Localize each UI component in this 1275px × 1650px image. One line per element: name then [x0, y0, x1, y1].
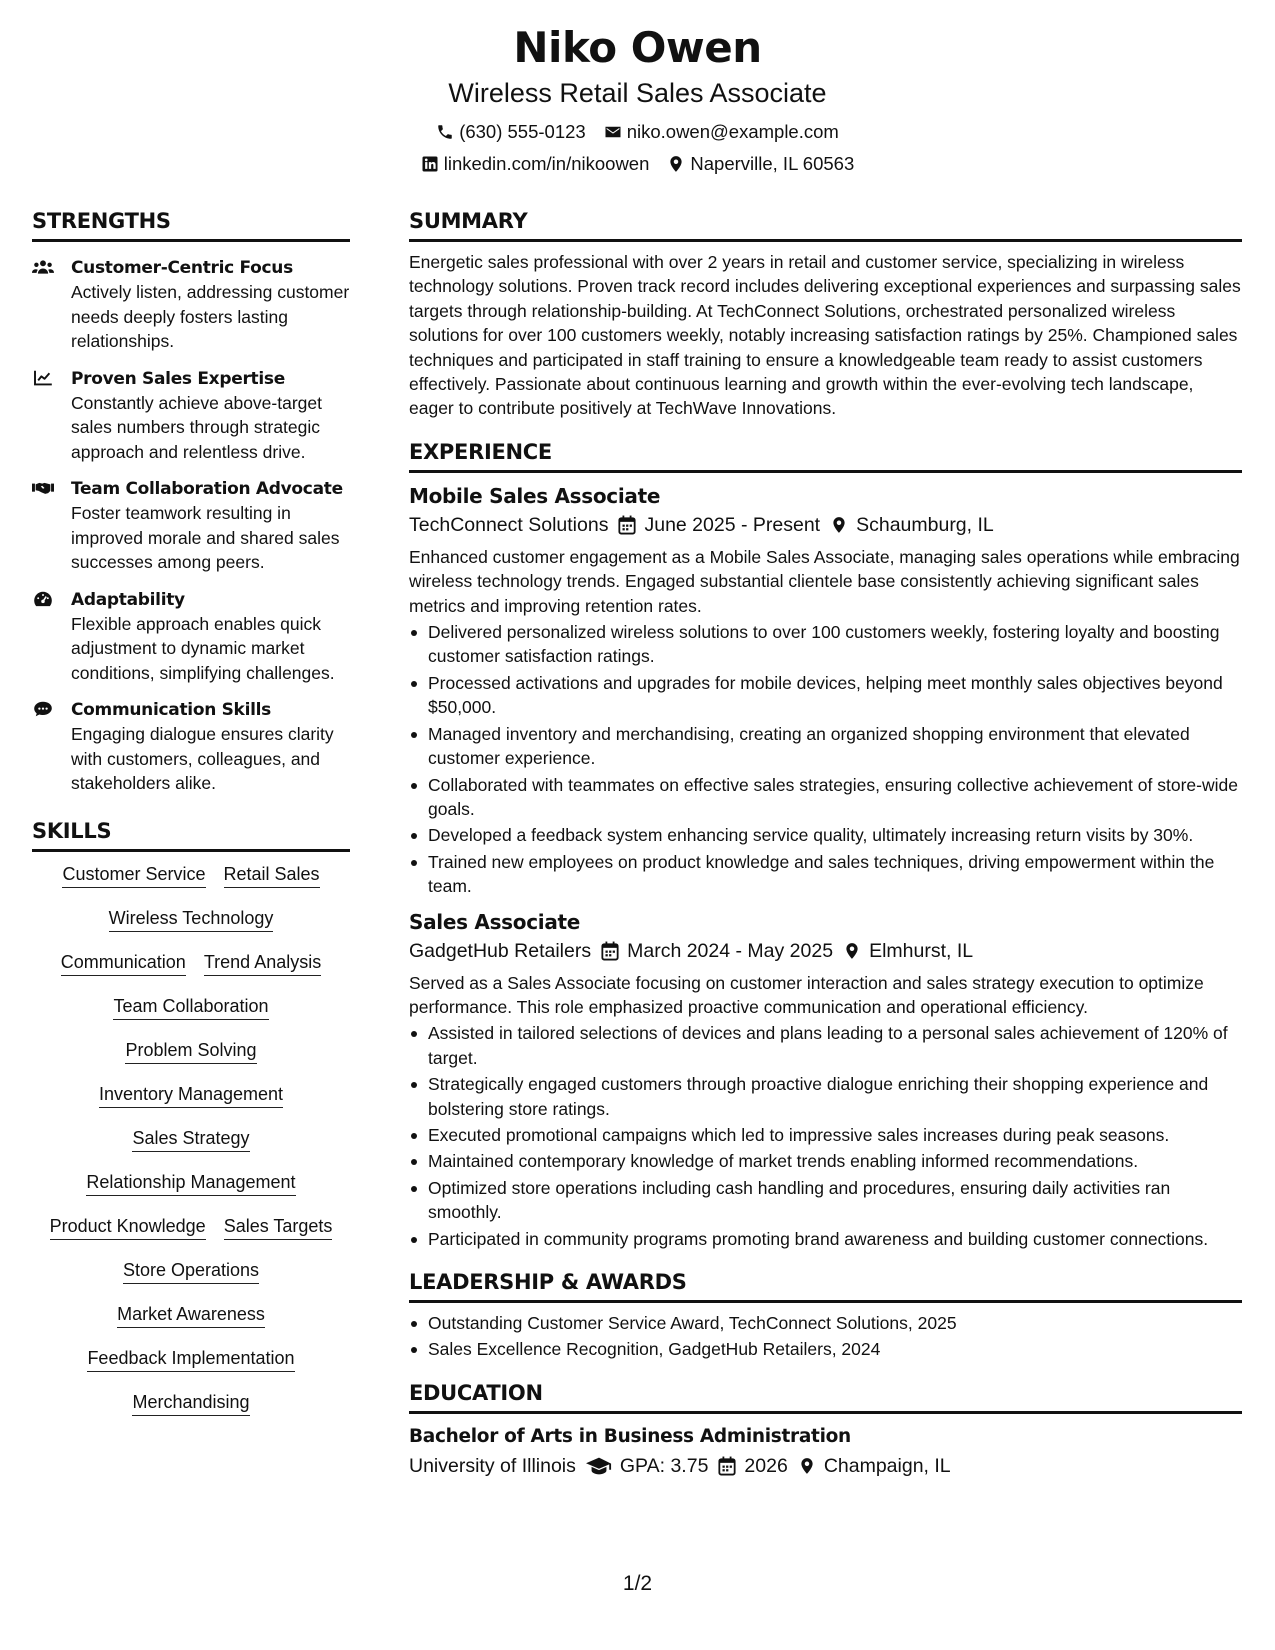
- job-bullets: [409, 1021, 1242, 1251]
- education-location: Champaign, IL: [823, 1454, 951, 1477]
- skill-row: [32, 1038, 350, 1064]
- job-bullet: Optimized store operations including cash handling and procedures, ensuring daily activities ran smoothly.: [409, 1176, 1242, 1225]
- map-pin-icon: [798, 1456, 816, 1476]
- page-number: 1/2: [622, 1572, 653, 1595]
- candidate-name: Niko Owen: [513, 23, 762, 72]
- contact-row-2: [0, 152, 1275, 176]
- skill-tag: Relationship Management: [86, 1170, 295, 1196]
- job-entry: [409, 483, 1242, 899]
- experience-heading: EXPERIENCE: [409, 439, 1242, 473]
- resume-header: [0, 22, 1275, 176]
- skills-list: [32, 862, 350, 1416]
- job-bullet: Executed promotional campaigns which led to impressive sales increases during peak seasons.: [409, 1123, 1242, 1147]
- job-dates: March 2024 - May 2025: [627, 939, 834, 962]
- skill-tag: Communication: [61, 950, 186, 976]
- skill-tag: Merchandising: [132, 1390, 249, 1416]
- skill-tag: Feedback Implementation: [87, 1346, 294, 1372]
- strength-desc: Actively listen, addressing customer needs deeply fosters lasting relationships.: [71, 282, 350, 351]
- job-bullet: Managed inventory and merchandising, creating an organized shopping environment that elevated customer experience.: [409, 722, 1242, 771]
- skill-row: [32, 994, 350, 1020]
- strength-item: [32, 588, 350, 686]
- skill-row: [32, 950, 350, 976]
- strength-desc: Flexible approach enables quick adjustment to dynamic market conditions, simplifying challenges.: [71, 613, 335, 683]
- job-bullet: Participated in community programs promoting brand awareness and building customer connections.: [409, 1227, 1242, 1251]
- job-description: Enhanced customer engagement as a Mobile Sales Associate, managing sales operations while embracing wireless technology trends. Engaged substantial clientele base consistently achieving significant sales metrics and improving retention rates.: [409, 546, 1240, 616]
- job-company: TechConnect Solutions: [409, 513, 609, 536]
- job-meta: [409, 511, 1242, 539]
- strength-item: [32, 477, 350, 575]
- skill-row: [32, 862, 350, 888]
- skill-tag: Team Collaboration: [113, 994, 268, 1020]
- job-bullet: Delivered personalized wireless solutions to over 100 customers weekly, fostering loyalty and boosting customer satisfaction ratings.: [409, 620, 1242, 669]
- education-gpa: GPA: 3.75: [619, 1454, 709, 1477]
- left-column: [32, 208, 350, 1416]
- linkedin-icon: [421, 155, 439, 173]
- email-text[interactable]: niko.owen@example.com: [626, 121, 839, 142]
- map-pin-icon: [667, 155, 685, 173]
- education-degree: Bachelor of Arts in Business Administration: [409, 1425, 851, 1447]
- skill-row: [32, 1170, 350, 1196]
- job-dates: June 2025 - Present: [644, 513, 821, 536]
- leadership-heading: LEADERSHIP & AWARDS: [409, 1269, 1242, 1303]
- skill-tag: Product Knowledge: [50, 1214, 206, 1240]
- map-pin-icon: [843, 941, 861, 961]
- skill-row: [32, 1214, 350, 1240]
- skill-row: [32, 906, 350, 932]
- job-bullet: Collaborated with teammates on effective sales strategies, ensuring collective achievement of store-wide goals.: [409, 773, 1242, 822]
- strength-desc: Constantly achieve above-target sales numbers through strategic approach and relentless drive.: [71, 392, 322, 462]
- strength-item: [32, 367, 350, 465]
- comment-icon: [32, 701, 54, 717]
- linkedin-text[interactable]: linkedin.com/in/nikoowen: [443, 153, 650, 174]
- job-company: GadgetHub Retailers: [409, 939, 592, 962]
- location-text: Naperville, IL 60563: [690, 153, 855, 174]
- skill-row: [32, 1082, 350, 1108]
- strength-desc: Engaging dialogue ensures clarity with customers, colleagues, and stakeholders alike.: [71, 724, 334, 793]
- right-column: [409, 208, 1242, 1480]
- summary-heading: SUMMARY: [409, 208, 1242, 242]
- job-bullet: Maintained contemporary knowledge of market trends enabling informed recommendations.: [409, 1149, 1242, 1173]
- strength-title: Adaptability: [71, 589, 185, 610]
- job-bullet: Developed a feedback system enhancing service quality, ultimately increasing return visits by 30%.: [409, 823, 1242, 847]
- leadership-section: [409, 1269, 1242, 1362]
- strength-title: Proven Sales Expertise: [71, 368, 285, 389]
- skill-tag: Store Operations: [123, 1258, 259, 1284]
- chart-line-icon: [32, 370, 54, 386]
- skill-tag: Market Awareness: [117, 1302, 265, 1328]
- strength-title: Team Collaboration Advocate: [71, 479, 343, 499]
- job-bullet: Processed activations and upgrades for mobile devices, helping meet monthly sales objectives beyond $50,000.: [409, 671, 1242, 720]
- skill-tag: Sales Strategy: [132, 1126, 249, 1152]
- job-location: Elmhurst, IL: [869, 939, 974, 962]
- skill-tag: Trend Analysis: [204, 950, 321, 976]
- strength-item: [32, 698, 350, 796]
- strength-item: [32, 256, 350, 354]
- skill-row: [32, 1302, 350, 1328]
- handshake-icon: [32, 480, 54, 496]
- strength-desc: Foster teamwork resulting in improved morale and shared sales successes among peers.: [71, 503, 340, 572]
- skill-tag: Customer Service: [62, 862, 205, 888]
- calendar-icon: [601, 941, 619, 961]
- job-bullet: Trained new employees on product knowledge and sales techniques, driving empowerment within the team.: [409, 850, 1242, 899]
- map-pin-icon: [830, 515, 848, 535]
- skill-tag: Sales Targets: [224, 1214, 333, 1240]
- education-year: 2026: [744, 1454, 788, 1477]
- job-meta: [409, 937, 1242, 965]
- job-bullet: Strategically engaged customers through proactive dialogue enriching their shopping experience and bolstering store ratings.: [409, 1072, 1242, 1121]
- skill-row: [32, 1258, 350, 1284]
- award-item: Outstanding Customer Service Award, TechConnect Solutions, 2025: [409, 1311, 1242, 1335]
- job-role: Mobile Sales Associate: [409, 483, 661, 508]
- users-icon: [32, 259, 54, 275]
- contact-row-1: [0, 120, 1275, 144]
- job-entry: [409, 909, 1242, 1251]
- education-heading: EDUCATION: [409, 1380, 1242, 1414]
- contact-linkedin[interactable]: [421, 152, 650, 176]
- contact-location: [667, 152, 854, 176]
- education-school: University of Illinois: [409, 1454, 576, 1477]
- skill-row: [32, 1390, 350, 1416]
- job-description: Served as a Sales Associate focusing on customer interaction and sales strategy execution to optimize performance. This role emphasized proactive communication and operational efficiency.: [409, 972, 1204, 1017]
- strengths-heading: STRENGTHS: [32, 208, 350, 242]
- strengths-list: [32, 256, 350, 796]
- skill-tag: Retail Sales: [224, 862, 320, 888]
- skill-tag: Wireless Technology: [109, 906, 274, 932]
- experience-section: [409, 439, 1242, 1251]
- education-meta: [409, 1452, 1242, 1480]
- skills-heading: SKILLS: [32, 818, 350, 852]
- phone-text: (630) 555-0123: [459, 121, 586, 142]
- candidate-title: Wireless Retail Sales Associate: [448, 78, 827, 108]
- envelope-icon: [604, 123, 622, 141]
- summary-text: Energetic sales professional with over 2 years in retail and customer service, specializing in wireless technology solutions. Proven track record includes delivering exceptional experiences and surpassing sales targets through relationship-building. At TechConnect Solutions, orchestrated personalized wireless solutions for over 100 customers weekly, notably increasing satisfaction ratings by 25%. Championed sales techniques and participated in staff training to ensure a knowledgeable team ready to assist customers effectively. Passionate about continuous learning and growth within the ever-evolving tech landscape, eager to contribute positively at TechWave Innovations.: [409, 252, 1241, 419]
- job-role: Sales Associate: [409, 909, 581, 934]
- award-item: Sales Excellence Recognition, GadgetHub Retailers, 2024: [409, 1337, 1242, 1361]
- skill-row: [32, 1126, 350, 1152]
- strength-title: Customer-Centric Focus: [71, 258, 293, 278]
- contact-phone: [436, 120, 586, 144]
- skill-tag: Inventory Management: [99, 1082, 283, 1108]
- strength-title: Communication Skills: [71, 700, 271, 720]
- phone-icon: [436, 123, 454, 141]
- contact-email[interactable]: [604, 120, 839, 144]
- education-section: [409, 1380, 1242, 1480]
- job-bullets: [409, 620, 1242, 898]
- skill-tag: Problem Solving: [125, 1038, 256, 1064]
- calendar-icon: [618, 515, 636, 535]
- job-bullet: Assisted in tailored selections of devices and plans leading to a personal sales achievement of 120% of target.: [409, 1021, 1242, 1070]
- job-location: Schaumburg, IL: [856, 513, 994, 536]
- calendar-icon: [718, 1456, 736, 1476]
- skill-row: [32, 1346, 350, 1372]
- graduation-cap-icon: [586, 1456, 612, 1476]
- gauge-icon: [32, 591, 54, 607]
- leadership-list: [409, 1311, 1242, 1362]
